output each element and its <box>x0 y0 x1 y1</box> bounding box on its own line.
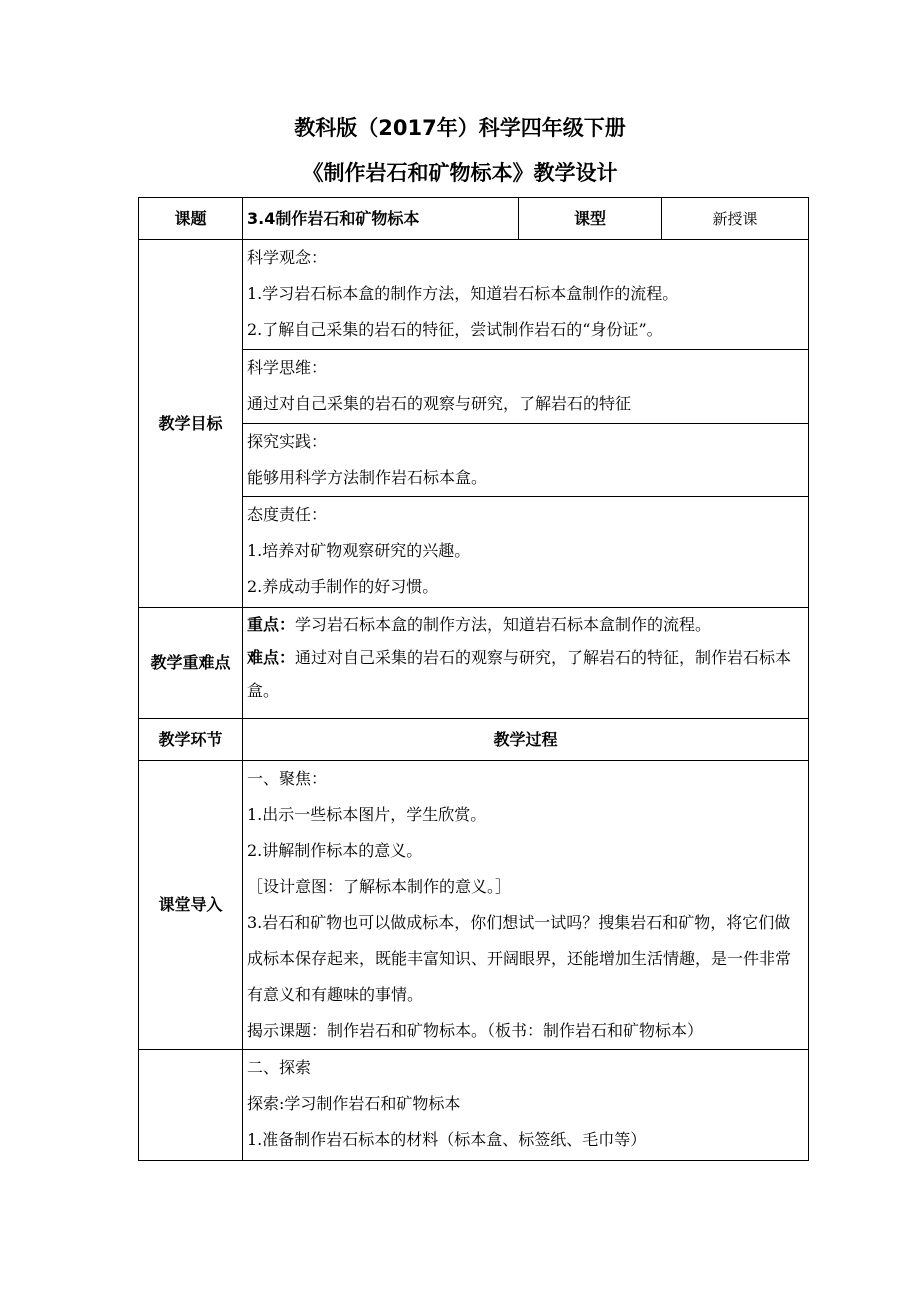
explore-line: 探索:学习制作岩石和矿物标本 <box>247 1094 461 1113</box>
difficult-point-text: 通过对自己采集的岩石的观察与研究，了解岩石的特征，制作岩石标本盒。 <box>247 648 792 700</box>
objective-heading: 科学观念： <box>247 248 328 267</box>
intro-line: ［设计意图：了解标本制作的意义。］ <box>247 877 512 896</box>
key-points-content <box>243 608 809 719</box>
lesson-value: 3.4制作岩石和矿物标本 <box>243 198 519 240</box>
intro-row <box>139 761 809 1050</box>
intro-line: 一、聚焦： <box>247 769 328 788</box>
lesson-label: 课题 <box>139 198 243 240</box>
intro-label: 课堂导入 <box>139 761 243 1050</box>
document-subtitle: 《制作岩石和矿物标本》教学设计 <box>302 161 618 185</box>
objective-item: 1.培养对矿物观察研究的兴趣。 <box>247 541 471 560</box>
objective-thinking <box>243 350 809 424</box>
stage-header: 教学环节 <box>139 719 243 761</box>
objective-concept <box>243 240 809 350</box>
objective-item: 能够用科学方法制作岩石标本盒。 <box>247 468 488 487</box>
explore-line: 二、探索 <box>247 1058 312 1077</box>
objective-item: 1.学习岩石标本盒的制作方法，知道岩石标本盒制作的流程。 <box>247 284 679 303</box>
key-points-row <box>139 608 809 719</box>
key-point-text: 学习岩石标本盒的制作方法，知道岩石标本盒制作的流程。 <box>295 615 712 634</box>
document-title: 教科版（2017年）科学四年级下册 <box>294 116 626 140</box>
explore-content <box>243 1050 809 1161</box>
objective-item: 2.了解自己采集的岩石的特征，尝试制作岩石的“身份证”。 <box>247 320 663 339</box>
intro-paragraph: 3.岩石和矿物也可以做成标本，你们想试一试吗？搜集岩石和矿物，将它们做成标本保存起来，既能丰富知识、开阔眼界，还能增加生活情趣，是一件非常有意义和有趣味的事情。 <box>247 913 792 1004</box>
objective-attitude <box>243 497 809 608</box>
intro-content <box>243 761 809 1050</box>
objective-item: 2.养成动手制作的好习惯。 <box>247 577 439 596</box>
key-point-label: 重点： <box>247 615 296 634</box>
explore-row <box>139 1050 809 1161</box>
difficult-point <box>247 641 808 707</box>
difficult-point-label: 难点： <box>247 648 296 667</box>
process-header: 教学过程 <box>243 719 809 761</box>
objective-item: 通过对自己采集的岩石的观察与研究，了解岩石的特征 <box>247 394 632 413</box>
key-point <box>247 608 808 641</box>
objective-row-concept <box>139 240 809 350</box>
objectives-label: 教学目标 <box>139 240 243 608</box>
objective-heading: 科学思维： <box>247 358 328 377</box>
type-value: 新授课 <box>662 198 809 240</box>
intro-line: 2.讲解制作标本的意义。 <box>247 841 423 860</box>
objective-heading: 探究实践： <box>247 432 328 451</box>
explore-line: 1.准备制作岩石标本的材料（标本盒、标签纸、毛巾等） <box>247 1130 647 1149</box>
intro-line: 1.出示一些标本图片，学生欣赏。 <box>247 805 487 824</box>
objective-heading: 态度责任： <box>247 505 328 524</box>
intro-line: 揭示课题：制作岩石和矿物标本。（板书：制作岩石和矿物标本） <box>247 1021 704 1040</box>
explore-label <box>139 1050 243 1161</box>
process-header-row <box>139 719 809 761</box>
objective-practice <box>243 424 809 497</box>
lesson-plan-table <box>138 197 809 1161</box>
key-points-label: 教学重难点 <box>139 608 243 719</box>
type-label: 课型 <box>519 198 662 240</box>
info-row <box>139 198 809 240</box>
